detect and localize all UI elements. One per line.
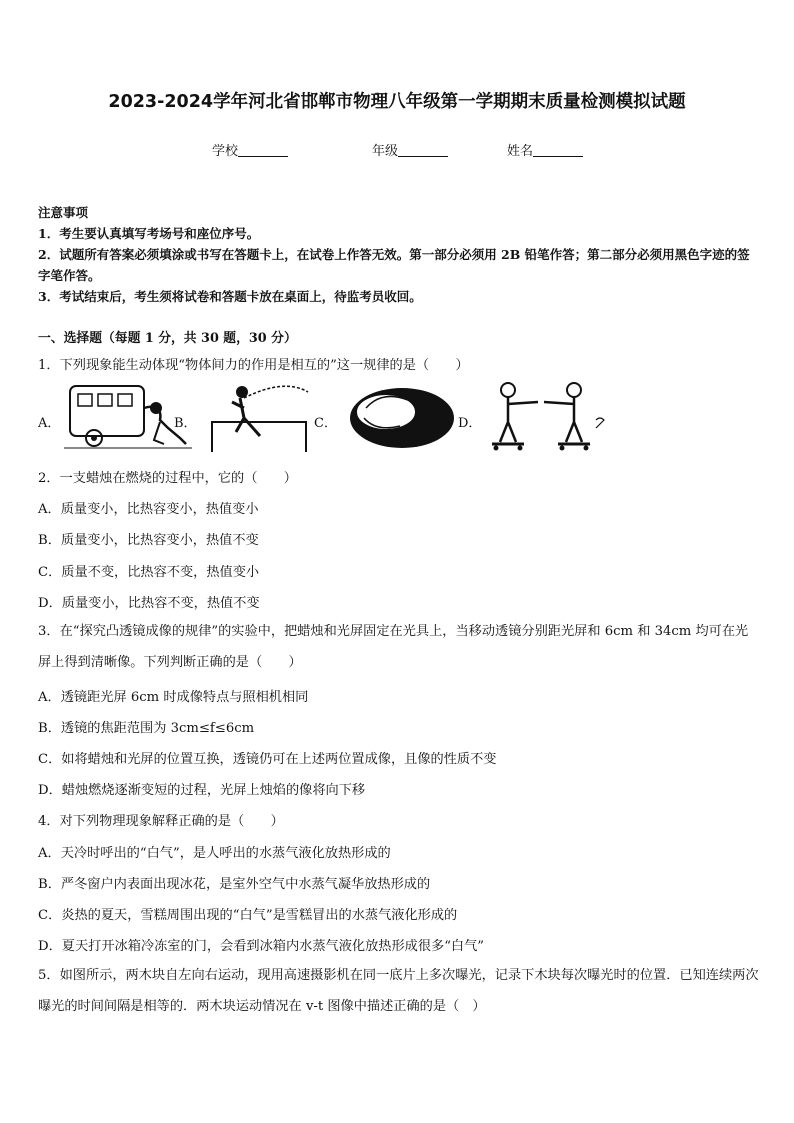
high-jump-figure [204,378,314,454]
school-label: 学校 [212,144,239,159]
option-text: B．透镜的焦距范围为 3cm≤f≤6cm [38,721,255,736]
option-text: B．质量变小，比热容变小，热值不变 [38,533,259,548]
option-label: A． [38,416,61,431]
notice-item: 3．考试结束后，考生须将试卷和答题卡放在桌面上，待监考员收回。 [38,289,422,304]
notice-block [38,202,758,307]
school-field[interactable] [212,140,288,159]
name-label: 姓名 [507,144,534,159]
question-stem: 4．对下列物理现象解释正确的是（ ） [38,814,284,829]
question-stem: 2．一支蜡烛在燃烧的过程中，它的（ ） [38,471,297,486]
grade-blank[interactable] [398,144,448,157]
question-stem: 1．下列现象能生动体现“物体间力的作用是相互的”这一规律的是（ ） [38,358,469,373]
option-text: C．质量不变，比热容不变，热值变小 [38,565,260,580]
pressing-balloon-figure [346,378,458,454]
question-stem: 3．在“探究凸透镜成像的规律”的实验中，把蜡烛和光屏固定在光具上，当移动透镜分别距光屏和 6cm 和 34cm 均可在光屏上得到清晰像。下列判断正确的是（ ） [38,624,749,670]
question-stem: 5．如图所示，两木块自左向右运动，现用高速摄影机在同一底片上多次曝光，记录下木块每次曝光时的位置．已知连续两次曝光的时间间隔是相等的．两木块运动情况在 v-t 图像中描述正确的是（ ） [38,968,759,1014]
option-text: A．天冷时呼出的“白气”，是人呼出的水蒸气液化放热形成的 [38,846,391,861]
notice-heading: 注意事项 [38,205,89,220]
option-text: C．如将蜡烛和光屏的位置互换，透镜仍可在上述两位置成像，且像的性质不变 [38,752,497,767]
section-heading: 一、选择题（每题 1 分，共 30 题，30 分） [38,331,297,346]
name-field[interactable] [507,140,583,159]
notice-item: 1．考生要认真填写考场号和座位序号。 [38,226,260,241]
notice-item: 2．试题所有答案必须填涂或书写在答题卡上，在试卷上作答无效。第一部分必须用 2B 铅笔作答；第二部分必须用黑色字迹的签字笔作答。 [38,247,750,283]
name-blank[interactable] [533,144,583,157]
school-blank[interactable] [238,144,288,157]
option-text: A．质量变小，比热容变小，热值变小 [38,502,259,517]
option-label: B． [174,416,197,431]
option-text: D．质量变小，比热容不变，热值不变 [38,596,260,611]
option-text: D．蜡烛燃烧逐渐变短的过程，光屏上烛焰的像将向下移 [38,783,366,798]
exam-title: 2023-2024学年河北省邯郸市物理八年级第一学期期末质量检测模拟试题 [108,92,686,112]
option-label: C． [314,416,337,431]
option-text: B．严冬窗户内表面出现冰花，是室外空气中水蒸气凝华放热形成的 [38,877,431,892]
grade-label: 年级 [372,144,399,159]
option-text: A．透镜距光屏 6cm 时成像特点与照相机相同 [38,690,309,705]
q1-figure-row [38,378,758,454]
grade-field[interactable] [372,140,448,159]
option-text: C．炎热的夏天，雪糕周围出现的“白气”是雪糕冒出的水蒸气液化形成的 [38,908,458,923]
option-text: D．夏天打开冰箱冷冻室的门，会看到冰箱内水蒸气液化放热形成很多“白气” [38,939,485,954]
skaters-push-figure [486,378,616,454]
option-label: D． [458,416,482,431]
